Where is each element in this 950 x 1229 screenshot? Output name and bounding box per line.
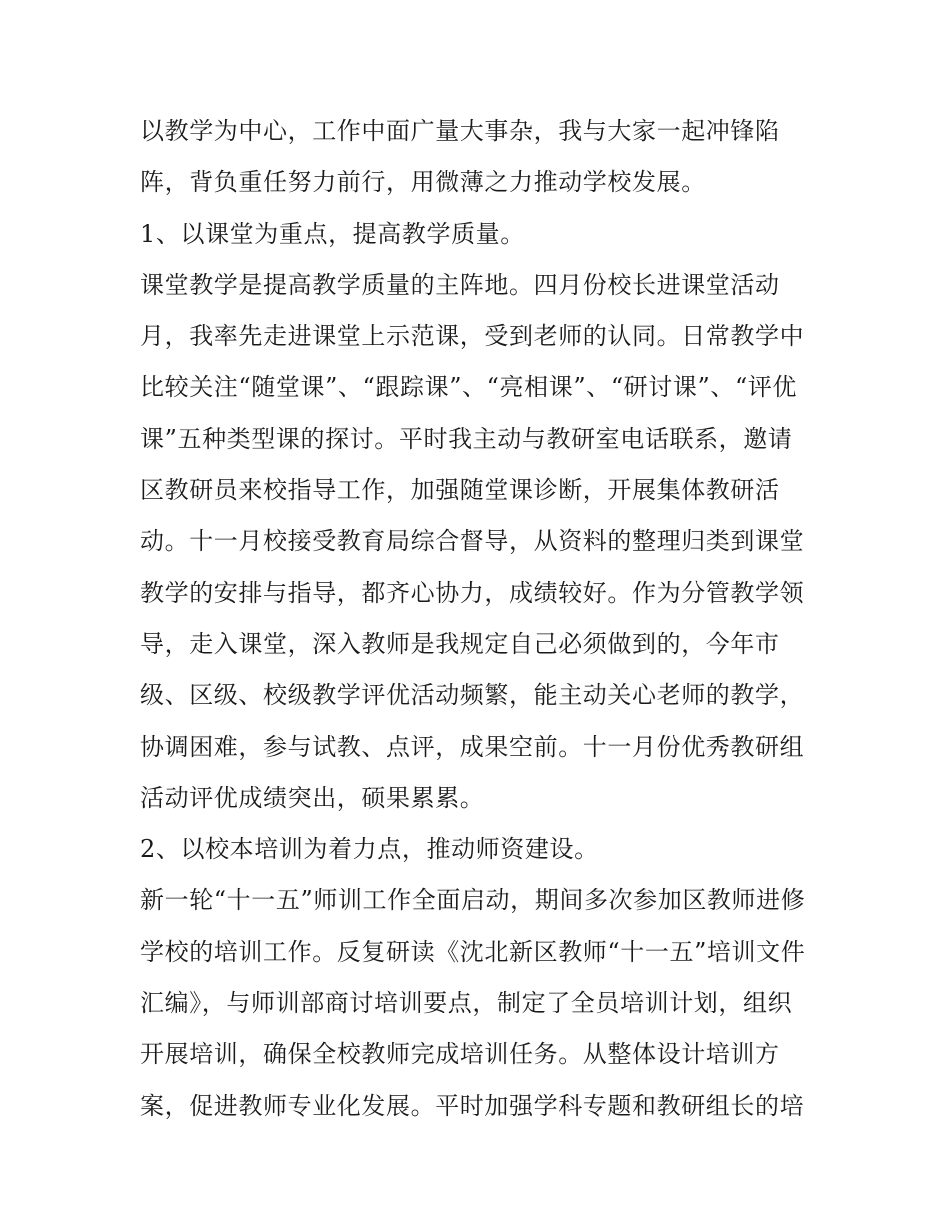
text-line-12: 级、区级、校级教学评优活动频繁，能主动关心老师的教学， — [140, 681, 805, 710]
body-text — [140, 106, 820, 1132]
section-heading-2: 2、以校本培训为着力点，推动师资建设。 — [140, 835, 599, 864]
text-line-16: 新一轮“十一五”师训工作全面启动，期间多次参加区教师进修 — [140, 886, 806, 915]
text-line-11: 导，走入课堂，深入教师是我规定自己必须做到的，今年市 — [140, 629, 780, 658]
text-line-5: 月，我率先走进课堂上示范课，受到老师的认同。日常教学中 — [140, 322, 805, 351]
text-line-8: 区教研员来校指导工作，加强随堂课诊断，开展集体教研活 — [140, 476, 780, 505]
text-line-2: 阵，背负重任努力前行，用微薄之力推动学校发展。 — [140, 168, 706, 197]
text-line-7: 课”五种类型课的探讨。平时我主动与教研室电话联系，邀请 — [140, 424, 793, 453]
text-line-20: 案，促进教师专业化发展。平时加强学科专题和教研组长的培 — [140, 1091, 805, 1120]
text-line-10: 教学的安排与指导，都齐心协力，成绩较好。作为分管教学领 — [140, 578, 805, 607]
text-line-1: 以教学为中心，工作中面广量大事杂，我与大家一起冲锋陷 — [140, 117, 780, 145]
text-line-14: 活动评优成绩突出，硕果累累。 — [140, 783, 485, 812]
text-line-17: 学校的培训工作。反复研读《沈北新区教师“十一五”培训文件 — [140, 937, 806, 966]
text-line-9: 动。十一月校接受教育局综合督导，从资料的整理归类到课堂 — [140, 527, 805, 556]
text-line-6: 比较关注“随堂课”、“跟踪课”、“亮相课”、“研讨课”、“评优 — [140, 373, 798, 402]
section-heading-1: 1、以课堂为重点，提高教学质量。 — [140, 219, 525, 248]
text-line-19: 开展培训，确保全校教师完成培训任务。从整体设计培训方 — [140, 1040, 780, 1069]
text-line-4: 课堂教学是提高教学质量的主阵地。四月份校长进课堂活动 — [140, 270, 780, 299]
text-line-18: 汇编》，与师训部商讨培训要点，制定了全员培训计划，组织 — [140, 989, 793, 1018]
text-line-13: 协调困难，参与试教、点评，成果空前。十一月份优秀教研组 — [140, 732, 805, 761]
